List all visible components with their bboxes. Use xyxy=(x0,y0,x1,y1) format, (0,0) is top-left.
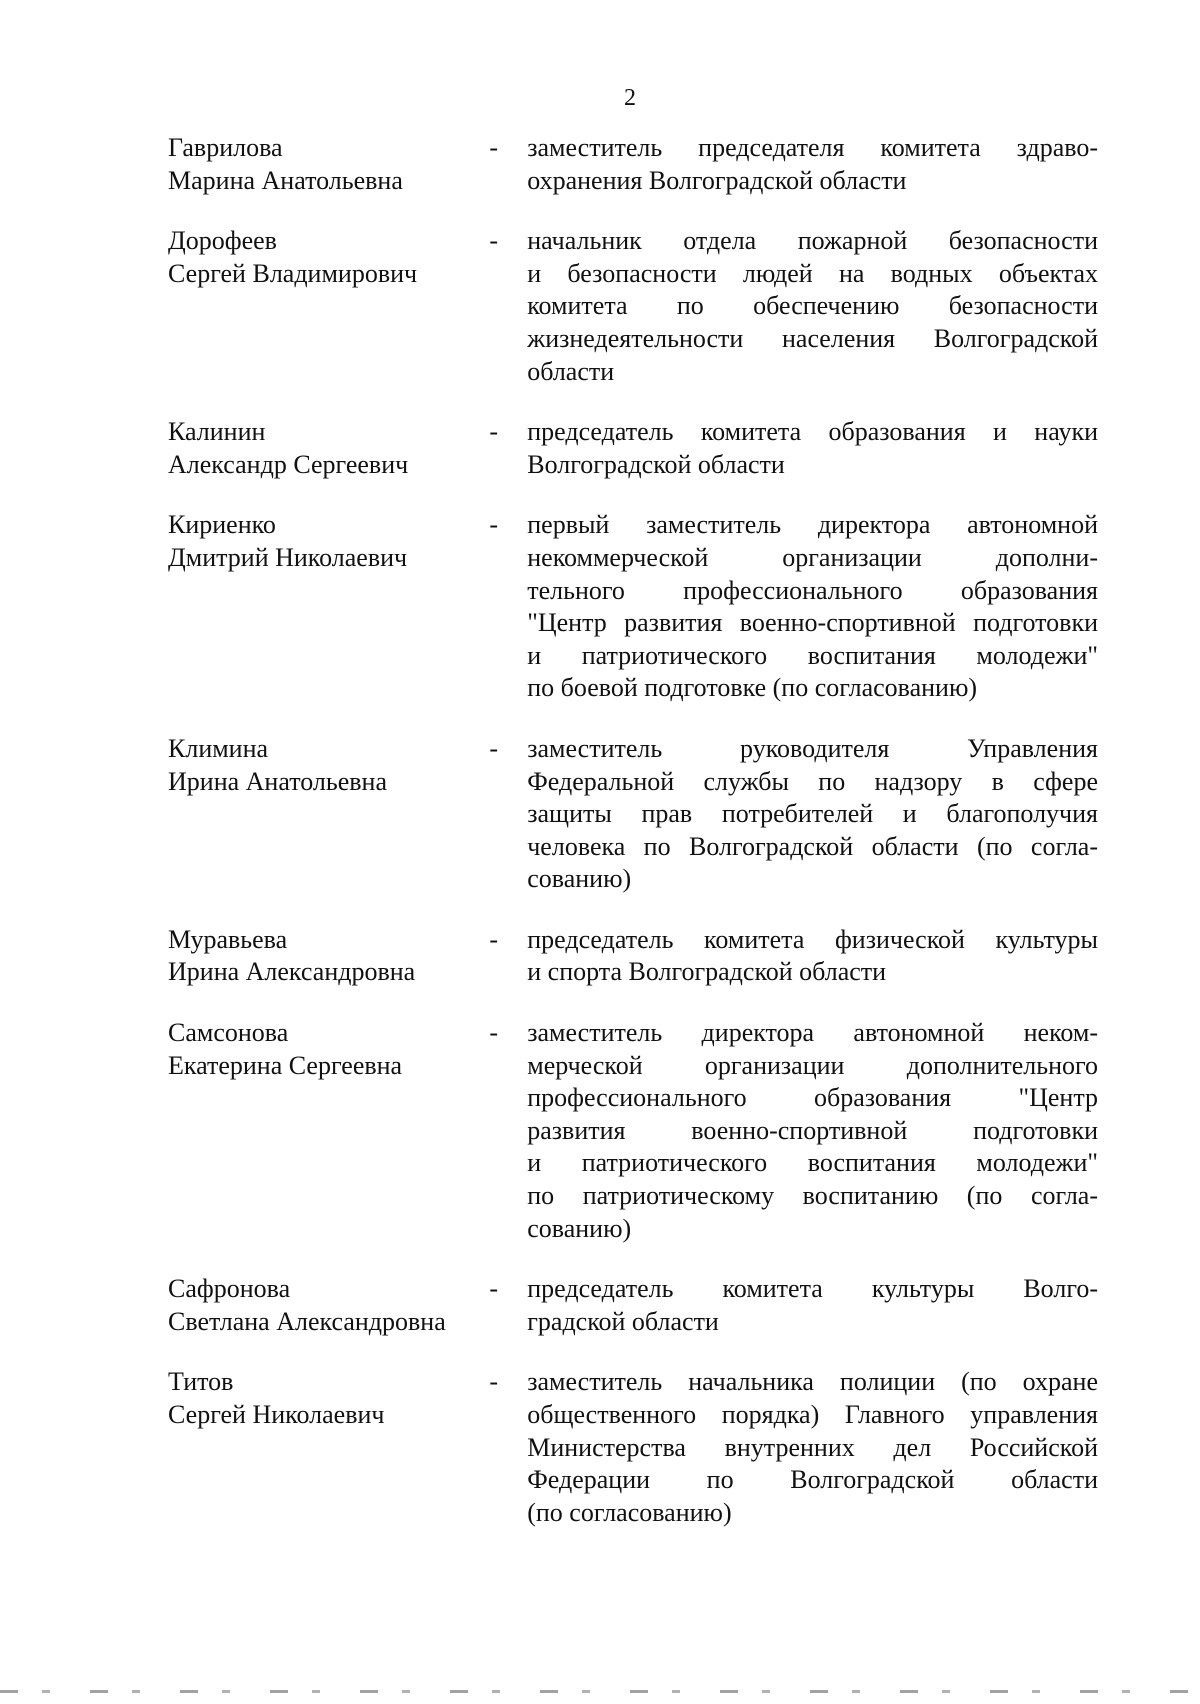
position-line: председатель комитета образования и науки xyxy=(527,417,1098,447)
member-position xyxy=(527,416,1098,481)
position-line: Федеральной службы по надзору в сфере xyxy=(527,766,1098,796)
position-line: (по согласованию) xyxy=(527,1497,732,1527)
position-line: заместитель начальника полиции (по охране xyxy=(527,1367,1098,1397)
member-position xyxy=(527,1366,1098,1529)
position-line: защиты прав потребителей и благополучия xyxy=(527,799,1098,829)
member-dash: - xyxy=(489,733,498,763)
member-given-names: Сергей Николаевич xyxy=(168,1400,385,1429)
member-given-names: Ирина Александровна xyxy=(168,957,416,987)
member-row xyxy=(168,1366,1098,1529)
position-line: области xyxy=(527,356,615,386)
member-dash: - xyxy=(489,1018,498,1048)
member-name xyxy=(168,1273,487,1338)
member-row xyxy=(168,416,1098,481)
members-list xyxy=(168,132,1098,1529)
position-line: "Центр развития военно-спортивной подготовки xyxy=(527,608,1098,638)
position-line: и спорта Волгоградской области xyxy=(527,957,887,987)
position-line: развития военно-спортивной подготовки xyxy=(527,1115,1098,1145)
member-surname: Дорофеев xyxy=(168,226,277,256)
member-position xyxy=(527,924,1098,989)
position-line: градской области xyxy=(527,1306,719,1336)
position-line: сованию) xyxy=(527,1213,632,1243)
position-line: тельного профессионального образования xyxy=(527,575,1098,605)
position-line: человека по Волгоградской области (по согла- xyxy=(527,831,1098,861)
member-name xyxy=(168,1366,487,1431)
page-number: 2 xyxy=(624,85,636,111)
member-dash: - xyxy=(489,226,498,256)
member-row xyxy=(168,225,1098,388)
position-line: Волгоградской области xyxy=(527,449,785,479)
member-dash: - xyxy=(489,1367,498,1397)
member-name xyxy=(168,225,487,290)
member-given-names: Ирина Анатольевна xyxy=(168,766,387,796)
position-line: председатель комитета физической культуры xyxy=(527,924,1098,954)
member-position xyxy=(527,225,1098,388)
position-line: жизнедеятельности населения Волгоградской xyxy=(527,323,1098,353)
position-line: заместитель директора автономной неком- xyxy=(527,1018,1098,1048)
member-name xyxy=(168,1017,487,1082)
position-line: и патриотического воспитания молодежи" xyxy=(527,640,1098,670)
member-given-names: Александр Сергеевич xyxy=(168,449,409,479)
member-surname: Гаврилова xyxy=(168,133,283,162)
member-given-names: Екатерина Сергеевна xyxy=(168,1050,403,1080)
member-row xyxy=(168,1017,1098,1245)
member-row xyxy=(168,733,1098,896)
member-surname: Сафронова xyxy=(168,1274,291,1304)
member-surname: Муравьева xyxy=(168,924,288,954)
member-surname: Кириенко xyxy=(168,510,276,540)
position-line: охранения Волгоградской области xyxy=(527,165,907,195)
member-dash: - xyxy=(489,924,498,954)
member-name xyxy=(168,733,487,798)
member-name xyxy=(168,509,487,574)
position-line: Федерации по Волгоградской области xyxy=(527,1465,1098,1495)
position-line: комитета по обеспечению безопасности xyxy=(527,291,1098,321)
member-dash: - xyxy=(489,133,498,162)
position-line: начальник отдела пожарной безопасности xyxy=(527,226,1098,256)
member-surname: Климина xyxy=(168,733,269,763)
member-row xyxy=(168,132,1098,197)
member-position xyxy=(527,509,1098,705)
member-dash: - xyxy=(489,510,498,540)
member-name xyxy=(168,924,487,989)
position-line: некоммерческой организации дополни- xyxy=(527,542,1098,572)
member-row xyxy=(168,509,1098,705)
member-dash: - xyxy=(489,1274,498,1304)
member-name xyxy=(168,416,487,481)
member-surname: Самсонова xyxy=(168,1018,289,1048)
member-surname: Калинин xyxy=(168,417,266,447)
member-surname: Титов xyxy=(168,1367,234,1397)
position-line: мерческой организации дополнительного xyxy=(527,1050,1098,1080)
position-line: общественного порядка) Главного управления xyxy=(527,1400,1098,1429)
member-given-names: Светлана Александровна xyxy=(168,1306,446,1336)
position-line: первый заместитель директора автономной xyxy=(527,510,1098,540)
member-position xyxy=(527,1017,1098,1245)
position-line: по боевой подготовке (по согласованию) xyxy=(527,673,978,703)
scan-edge-artifact xyxy=(0,1690,1200,1693)
member-row xyxy=(168,1273,1098,1338)
position-line: заместитель руководителя Управления xyxy=(527,733,1098,763)
position-line: председатель комитета культуры Волго- xyxy=(527,1274,1098,1304)
member-given-names: Дмитрий Николаевич xyxy=(168,542,408,572)
member-dash: - xyxy=(489,417,498,447)
member-position xyxy=(527,1273,1098,1338)
position-line: и безопасности людей на водных объектах xyxy=(527,258,1098,288)
member-given-names: Сергей Владимирович xyxy=(168,258,418,288)
position-line: сованию) xyxy=(527,864,632,894)
member-name xyxy=(168,132,487,197)
position-line: профессионального образования "Центр xyxy=(527,1083,1098,1113)
member-given-names: Марина Анатольевна xyxy=(168,165,403,195)
member-position xyxy=(527,132,1098,197)
position-line: по патриотическому воспитанию (по согла- xyxy=(527,1181,1098,1211)
position-line: и патриотического воспитания молодежи" xyxy=(527,1148,1098,1178)
member-position xyxy=(527,733,1098,896)
member-row xyxy=(168,924,1098,989)
position-line: Министерства внутренних дел Российской xyxy=(527,1432,1098,1462)
position-line: заместитель председателя комитета здраво- xyxy=(527,133,1098,162)
